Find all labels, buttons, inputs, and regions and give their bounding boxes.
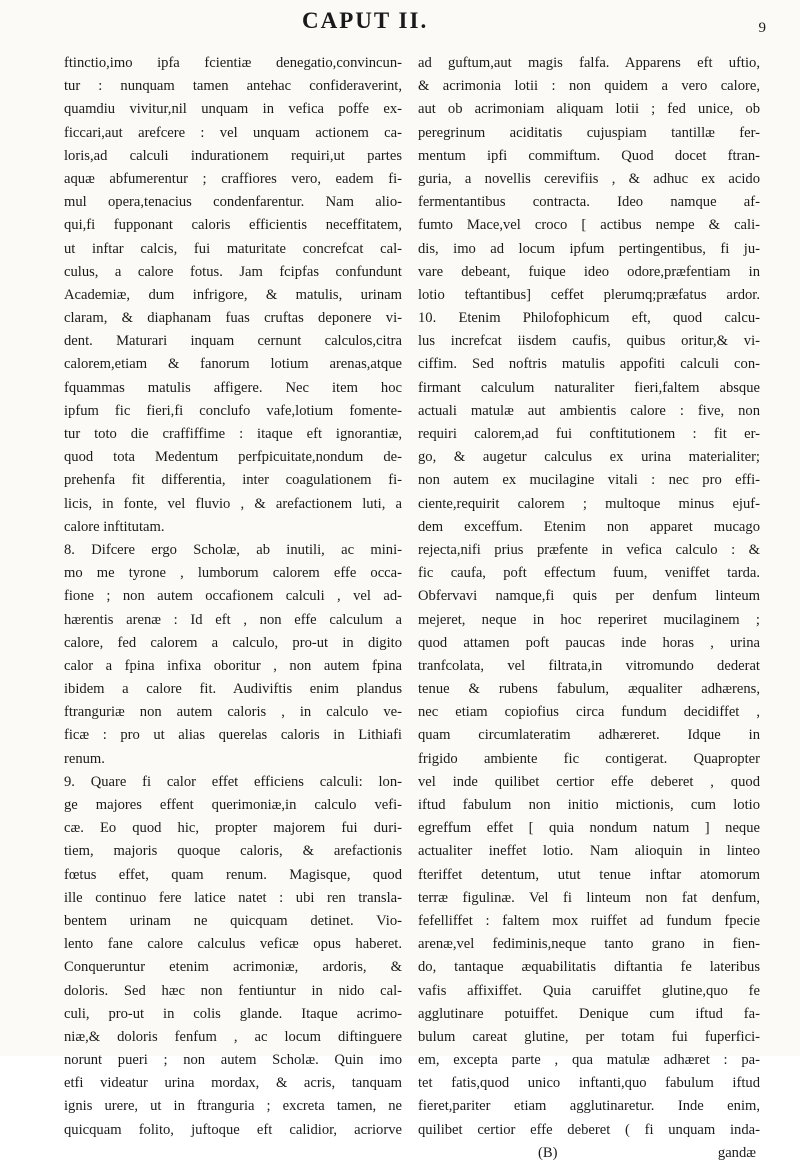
text-line: vafis affixiffet. Quia caruiffet glutine,quo fe [418, 982, 760, 999]
text-line: mo me tyrone , lumborum calorem effe occa- [64, 565, 402, 582]
text-line: go, & augetur calculus ex urina materialiter; [418, 449, 760, 466]
text-line: culi, pro-ut in colis glande. Itaque acrimo- [64, 1005, 402, 1022]
text-line: etfi videatur urina mordax, & acris, tanquam [64, 1075, 402, 1092]
text-line: aut ob acrimoniam aliquam lotii ; fed unice, ob [418, 101, 760, 118]
text-line: fteriffet detentum, utut tenue inftar atomorum [418, 866, 760, 883]
text-line: requiri calorem,ad fui conftitutionem : fit er- [418, 426, 760, 442]
text-line: licis, in fonte, vel fluvio , & arefactionem luti, a [64, 495, 402, 512]
text-line: bentem urinam ne quicquam detinet. Vio- [64, 912, 402, 929]
text-line: fœtus effet, quam renum. Magisque, quod [64, 866, 402, 883]
page-footer-line [418, 1142, 760, 1165]
text-line: dis, imo ad locum ipfum pertingentibus, fi ju- [418, 240, 760, 257]
text-line: em, excepta parte , qua matulæ adhæret : pa- [418, 1052, 760, 1069]
text-line: dent. Maturari inquam cernunt calculos,citra [64, 333, 402, 350]
text-line: Conqueruntur etenim acrimoniæ, ardoris, & [64, 959, 402, 976]
text-line: agglutinare potuiffet. Denique cum iftud fa- [418, 1005, 760, 1022]
text-line: ipfum fic fieri,fi conclufo vafe,lotium fomente- [64, 402, 402, 419]
text-line: ciente,requirit calorem ; multoque minus ejuf- [418, 495, 760, 512]
text-line: aquæ abfumerentur ; craffiores vero, eadem fi- [64, 170, 402, 187]
text-line: calor a fpina infixa oboritur , non autem fpina [64, 657, 402, 674]
text-line: quam circumlateratim adhæreret. Idque in [418, 727, 760, 744]
text-line: loris,ad calculi indurationem requiri,ut partes [64, 147, 402, 164]
text-line: 9. Quare fi calor effet efficiens calculi: lon- [64, 773, 402, 790]
text-line: ibidem a calore fit. Audiviftis enim plandus [64, 681, 402, 698]
text-line: ciffim. Sed noftris matulis appofiti calculi con- [418, 356, 760, 373]
text-line: tur : nunquam tamen antehac confideraverint, [64, 78, 402, 95]
text-line: lus increfcat iisdem caufis, quibus oritur,& vi- [418, 333, 760, 350]
text-line: ftranguriæ non autem caloris , in calculo ve- [64, 704, 402, 721]
right-text-column [418, 52, 760, 1161]
text-line: calore inftitutam. [64, 518, 165, 535]
text-line: cæ. Eo quod hic, propter majorem fui duri- [64, 820, 402, 837]
text-line: ut inftar calcis, fui maturitate concrefcat cal- [64, 240, 402, 257]
text-line: ge majores effent querimoniæ,in calculo vefi- [64, 797, 402, 813]
text-line: dem exceffum. Etenim non apparet mucago [418, 518, 760, 535]
text-line: tet fatis,quod unico inftanti,quo fabulum iftud [418, 1075, 760, 1092]
text-line: fermentantibus contracta. Ideo namque af- [418, 194, 760, 211]
text-line: hærentis arenæ : Id eft , non effe calculum a [64, 611, 402, 628]
text-line: egreffum effet [ quia nondum natum ] neque [418, 820, 760, 837]
text-line: ignis urere, ut in ftranguria ; excreta tamen, ne [64, 1098, 402, 1115]
text-line: tranfcolata, vel filtrata,in vitromundo dederat [418, 657, 760, 674]
page-title: CAPUT II. [302, 8, 429, 33]
text-line: non autem ex mucilagine vitali : nec pro effi- [418, 472, 760, 489]
text-line: tur toto die craffiffime : itaque eft ignorantiæ, [64, 426, 402, 442]
text-line: ficæ : pro ut alias querelas caloris in Lithiafi [64, 727, 402, 744]
text-line: quicquam folito, juftoque eft calidior, acriorve [64, 1121, 402, 1138]
signature-mark: (B) [538, 1144, 558, 1161]
text-line: vel inde quilibet certior effe deberet , quod [418, 773, 760, 790]
text-line: fione ; non autem occafionem calculi , vel ad- [64, 588, 402, 605]
text-line: iftud fabulum non initio mictionis, cum lotio [418, 797, 760, 813]
running-head [0, 6, 800, 46]
text-line: vare debeant, fuique ideo odore,præfentiam in [418, 263, 760, 280]
text-line: niæ,& doloris fenfum , ac locum diftinguere [64, 1028, 402, 1045]
text-line: firmant calculum naturaliter fieri,faltem absque [418, 379, 760, 396]
text-line: tenue & rubens fabulum, æqualiter adhærens, [418, 681, 760, 698]
text-line: mejeret, neque in hoc reperiret mucilaginem ; [418, 611, 760, 628]
text-line: fefelliffet : faltem mox ruiffet ad fundum fpecie [418, 912, 760, 929]
text-line: norunt pueri ; non autem Scholæ. Quin imo [64, 1052, 402, 1069]
text-line: actuali matulæ aut ambientis calore : five, non [418, 402, 760, 419]
text-line: calore, fed calorem a calculo, pro-ut in digito [64, 634, 402, 651]
page-number: 9 [758, 20, 766, 36]
text-line: prehenfa fit differentia, inter coagulationem fi- [64, 472, 402, 489]
text-line: quamdiu vivitur,nil unquam in vefica poffe ex- [64, 101, 402, 118]
text-line: quilibet certior effe deberet ( fi unquam inda- [418, 1121, 760, 1138]
text-line: doloris. Sed hæc non fentiuntur in nido cal- [64, 982, 402, 999]
left-text-column [64, 52, 402, 1138]
text-line: mul opera,tenacius condenfarentur. Nam alio- [64, 194, 402, 211]
text-line: actualiter ineffet lotio. Nam alioquin in linteo [418, 843, 760, 860]
text-line: 10. Etenim Philofophicum eft, quod calcu- [418, 310, 760, 327]
text-line: guria, a novellis cerevifiis , & adhuc ex acido [418, 170, 760, 187]
text-line: fic caufa, poft effectum fuum, veniffet tarda. [418, 565, 760, 582]
text-line: quod tota Medentum perfpicuitate,nondum de- [64, 449, 402, 466]
text-line: bulum careat glutine, per totam fui fuperfici- [418, 1028, 760, 1045]
text-line: do, tantaque æquabilitatis diftantia fe lateribus [418, 959, 760, 976]
text-line: terræ figulinæ. Vel fi linteum non fat denfum, [418, 889, 760, 906]
text-line: renum. [64, 750, 105, 767]
text-line: tiem, majoris quoque caloris, & arefactionis [64, 843, 402, 860]
text-line: culus, a calore fotus. Jam fcipfas confundunt [64, 263, 402, 280]
text-line: claram, & diaphanam fuas cruftas deponere vi- [64, 310, 402, 327]
text-line: Obfervavi namque,fi quis per denfum linteum [418, 588, 760, 605]
text-line: Academiæ, dum infrigore, & matulis, urinam [64, 286, 402, 303]
text-line: lento fane calore calculus veficæ opus haberet. [64, 936, 402, 953]
text-line: qui,fi fupponant caloris efficientis neceffitatem, [64, 217, 402, 234]
text-line: fieret,pariter etiam agglutinaretur. Inde enim, [418, 1098, 760, 1115]
text-line: nec etiam copiofius circa fundum decidiffet , [418, 704, 760, 721]
text-line: ftinctio,imo ipfa fcientiæ denegatio,convincun- [64, 55, 402, 71]
text-line: mentum ipfi commiftum. Quod docet ftran- [418, 147, 760, 164]
text-line: calorem,etiam & fanorum lotium arenas,atque [64, 356, 402, 373]
catchword: gandæ [717, 1144, 756, 1161]
text-line: lotio teftantibus] ceffet plerumq;præfatus ardor. [418, 286, 760, 303]
text-line: fquammas matulis affigere. Nec item hoc [64, 379, 402, 396]
text-line: 8. Difcere ergo Scholæ, ab inutili, ac mini- [64, 541, 402, 558]
text-line: & acrimonia lotii : non quidem a vero calore, [418, 78, 760, 95]
text-line: frigido ambiente fic contigerat. Quapropter [418, 750, 760, 767]
text-line: ille continuo fere latice natet : ubi ren transla- [64, 889, 402, 906]
text-line: peregrinum aciditatis cujuspiam tantillæ fer- [418, 124, 760, 141]
text-line: ad guftum,aut magis falfa. Apparens eft uftio, [418, 55, 760, 71]
text-line: quod attamen poft paucas inde horas , urina [418, 634, 760, 651]
text-line: rejecta,nifi prius præfente in vefica calculo : & [418, 541, 760, 558]
text-line: ficcari,aut arefcere : vel unquam actionem ca- [64, 124, 402, 141]
text-line: arenæ,vel fediminis,neque tanto grano in fien- [418, 936, 760, 953]
text-line: fumto Mace,vel croco [ actibus nempe & cali- [418, 217, 760, 234]
